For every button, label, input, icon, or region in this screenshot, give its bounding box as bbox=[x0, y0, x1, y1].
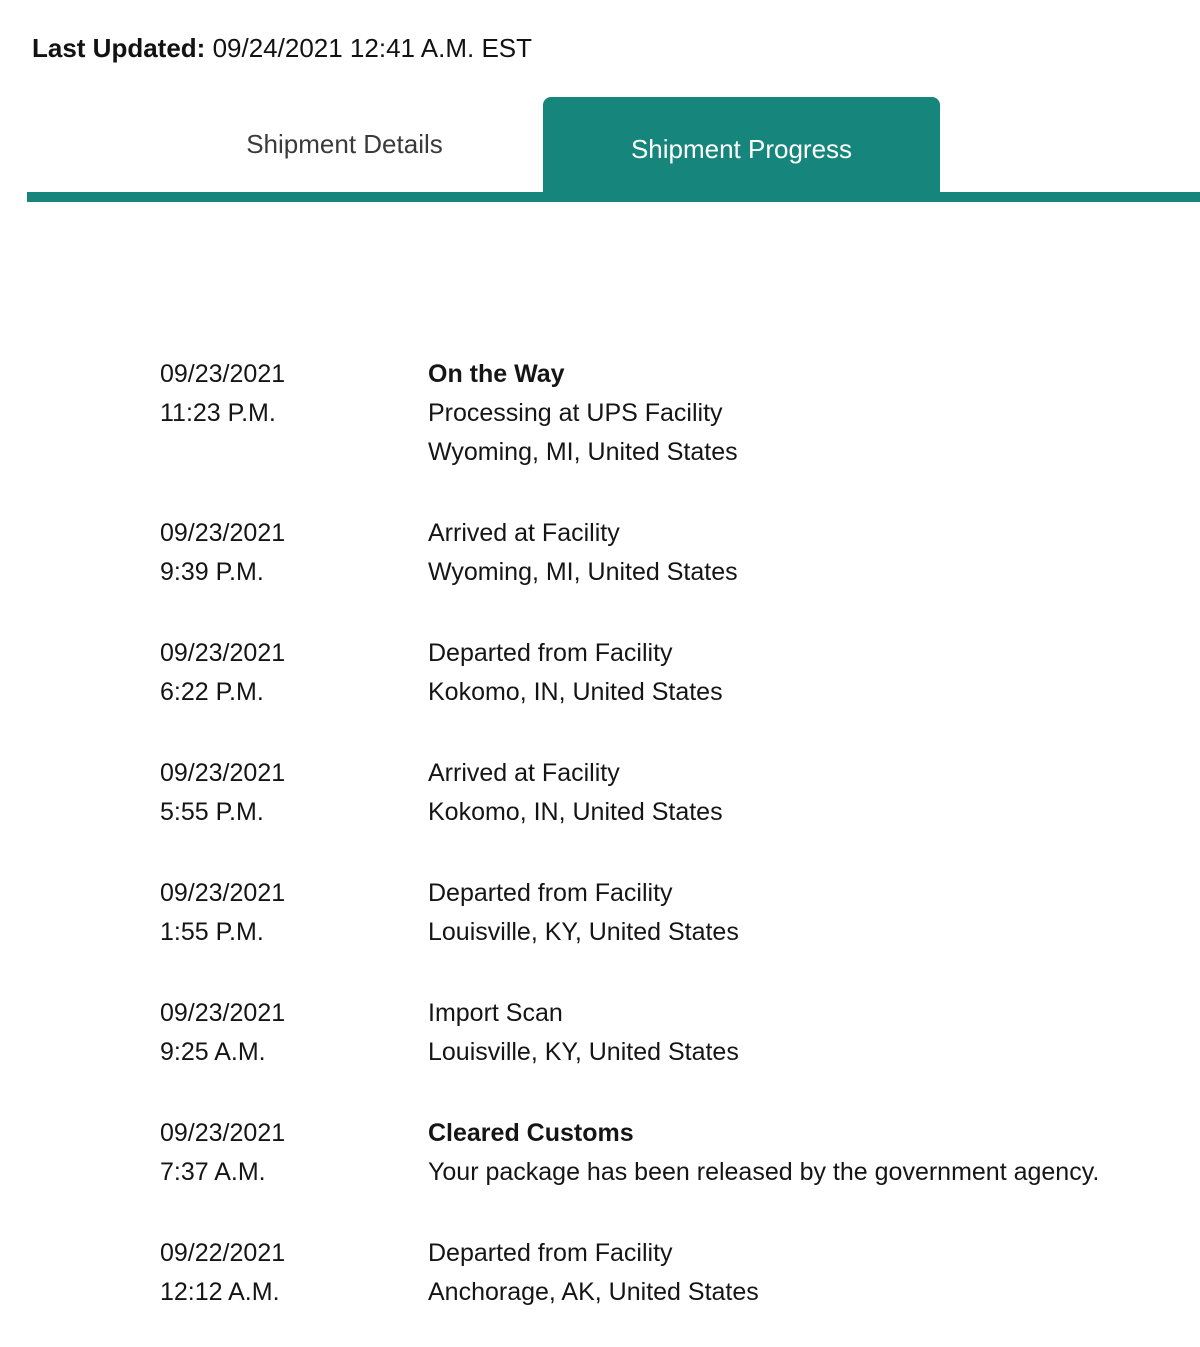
event-detail-line: Wyoming, MI, United States bbox=[428, 558, 738, 586]
event-datetime bbox=[160, 1114, 428, 1192]
tab-shipment-details[interactable]: Shipment Details bbox=[246, 129, 443, 159]
event-description bbox=[428, 355, 1200, 472]
event-description bbox=[428, 1234, 1200, 1312]
event-date: 09/23/2021 bbox=[160, 879, 286, 907]
event-description bbox=[428, 634, 1200, 712]
event-time: 11:23 P.M. bbox=[160, 399, 276, 427]
event-status-title: Cleared Customs bbox=[428, 1119, 634, 1147]
progress-event-row bbox=[0, 1114, 1200, 1192]
event-datetime bbox=[160, 754, 428, 832]
event-description bbox=[428, 1114, 1200, 1192]
event-detail-line: Kokomo, IN, United States bbox=[428, 678, 723, 706]
event-date: 09/23/2021 bbox=[160, 1119, 286, 1147]
event-status-title: Import Scan bbox=[428, 999, 563, 1027]
event-date: 09/22/2021 bbox=[160, 1239, 286, 1267]
event-datetime bbox=[160, 994, 428, 1072]
last-updated-label: Last Updated: bbox=[32, 33, 206, 63]
event-detail-line: Anchorage, AK, United States bbox=[428, 1278, 759, 1306]
event-datetime bbox=[160, 874, 428, 952]
progress-event-row bbox=[0, 1234, 1200, 1312]
event-date: 09/23/2021 bbox=[160, 999, 286, 1027]
event-time: 9:25 A.M. bbox=[160, 1038, 266, 1066]
tab-shipment-progress[interactable]: Shipment Progress bbox=[543, 97, 940, 202]
event-status-title: On the Way bbox=[428, 360, 565, 388]
event-datetime bbox=[160, 514, 428, 592]
event-detail-line: Wyoming, MI, United States bbox=[428, 438, 738, 466]
progress-event-row bbox=[0, 994, 1200, 1072]
event-status-title: Arrived at Facility bbox=[428, 759, 620, 787]
tab-bar bbox=[146, 97, 1200, 192]
event-status-title: Departed from Facility bbox=[428, 1239, 673, 1267]
event-date: 09/23/2021 bbox=[160, 360, 286, 388]
last-updated bbox=[32, 33, 1200, 63]
event-date: 09/23/2021 bbox=[160, 639, 286, 667]
event-description bbox=[428, 754, 1200, 832]
event-date: 09/23/2021 bbox=[160, 759, 286, 787]
event-status-title: Departed from Facility bbox=[428, 639, 673, 667]
event-detail-line: Louisville, KY, United States bbox=[428, 918, 739, 946]
event-description bbox=[428, 994, 1200, 1072]
event-status-title: Arrived at Facility bbox=[428, 519, 620, 547]
event-detail-line: Kokomo, IN, United States bbox=[428, 798, 723, 826]
last-updated-value: 09/24/2021 12:41 A.M. EST bbox=[212, 33, 533, 63]
event-detail-line: Your package has been released by the government agency. bbox=[428, 1158, 1100, 1186]
event-time: 9:39 P.M. bbox=[160, 558, 264, 586]
event-datetime bbox=[160, 634, 428, 712]
progress-event-row bbox=[0, 874, 1200, 952]
event-time: 5:55 P.M. bbox=[160, 798, 264, 826]
event-datetime bbox=[160, 355, 428, 472]
event-description bbox=[428, 514, 1200, 592]
event-time: 7:37 A.M. bbox=[160, 1158, 266, 1186]
progress-event-row bbox=[0, 514, 1200, 592]
progress-events-list bbox=[0, 355, 1200, 1312]
event-time: 12:12 A.M. bbox=[160, 1278, 280, 1306]
event-date: 09/23/2021 bbox=[160, 519, 286, 547]
progress-event-row bbox=[0, 754, 1200, 832]
event-detail-line: Processing at UPS Facility bbox=[428, 399, 723, 427]
progress-event-row bbox=[0, 355, 1200, 472]
event-time: 6:22 P.M. bbox=[160, 678, 264, 706]
event-datetime bbox=[160, 1234, 428, 1312]
event-detail-line: Louisville, KY, United States bbox=[428, 1038, 739, 1066]
event-time: 1:55 P.M. bbox=[160, 918, 264, 946]
event-status-title: Departed from Facility bbox=[428, 879, 673, 907]
event-description bbox=[428, 874, 1200, 952]
progress-event-row bbox=[0, 634, 1200, 712]
